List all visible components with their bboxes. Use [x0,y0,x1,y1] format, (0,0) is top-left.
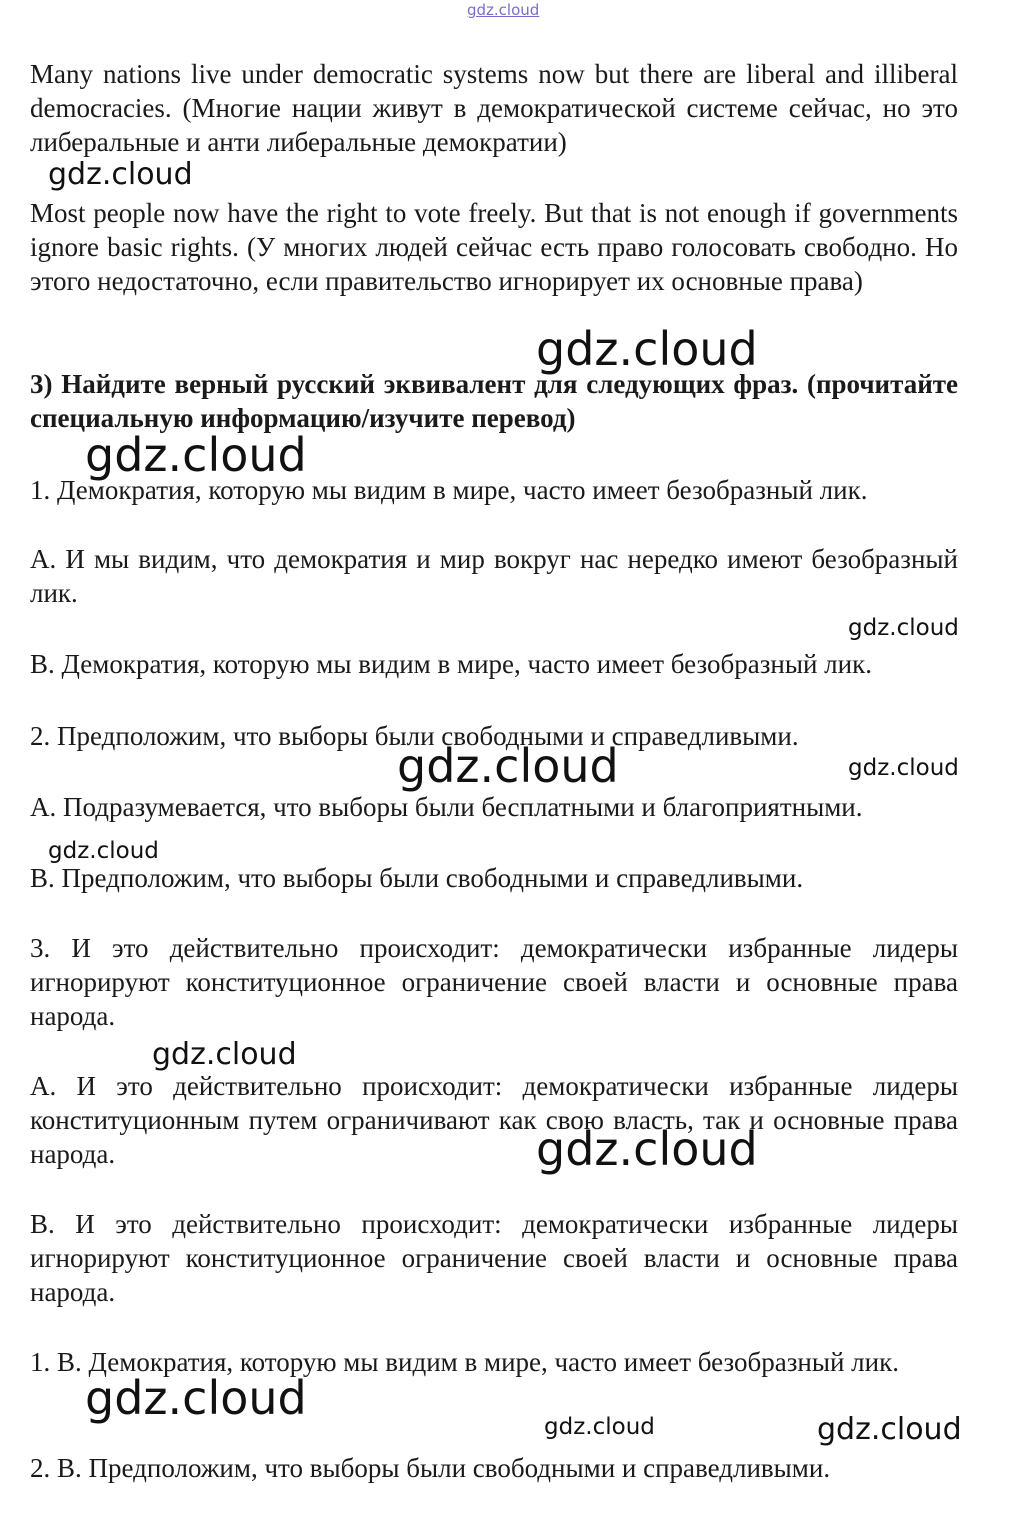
watermark-top: gdz.cloud [467,1,540,19]
paragraph-voting-rights: Most people now have the right to vote freely. But that is not enough if governments ignore basic rights. (У многих людей сейчас есть право голосовать свободно. Но этого недостаточно, если правительство игнорирует их основные права) [30,198,958,296]
watermark: gdz.cloud [85,1371,307,1425]
question-2-option-a: A. Подразумевается, что выборы были бесплатными и благоприятными. [30,792,863,822]
watermark: gdz.cloud [544,1414,655,1440]
watermark: gdz.cloud [48,157,193,192]
watermark: gdz.cloud [48,838,159,864]
question-3-option-a: A. И это действительно происходит: демократически избранные лидеры конституционным путем ограничивают как свою власть, так и основные права народа. [30,1071,958,1169]
question-3-option-b: B. И это действительно происходит: демократически избранные лидеры игнорируют конституционное ограничение своей власти и основные права народа. [30,1209,958,1307]
task-heading: 3) Найдите верный русский эквивалент для следующих фраз. (прочитайте специальную информацию/изучите перевод) [30,369,958,433]
question-3-prompt: 3. И это действительно происходит: демократически избранные лидеры игнорируют конституционное ограничение своей власти и основные права народа. [30,933,958,1031]
watermark: gdz.cloud [536,322,758,376]
watermark: gdz.cloud [152,1037,297,1072]
watermark: gdz.cloud [85,428,307,482]
watermark: gdz.cloud [848,615,959,641]
answer-1: 1. B. Демократия, которую мы видим в мире, часто имеет безобразный лик. [30,1347,899,1377]
paragraph-democracies: Many nations live under democratic systems now but there are liberal and illiberal democracies. (Многие нации живут в демократической системе сейчас, но это либеральные и анти либеральные демократии) [30,59,958,157]
question-1-prompt: 1. Демократия, которую мы видим в мире, часто имеет безобразный лик. [30,475,868,505]
question-2-prompt: 2. Предположим, что выборы были свободными и справедливыми. [30,721,799,751]
question-1-option-a: A. И мы видим, что демократия и мир вокруг нас нередко имеют безобразный лик. [30,544,958,608]
watermark: gdz.cloud [397,739,619,793]
question-2-option-b: B. Предположим, что выборы были свободными и справедливыми. [30,863,804,893]
watermark: gdz.cloud [536,1122,758,1176]
watermark: gdz.cloud [848,755,959,781]
watermark: gdz.cloud [817,1412,962,1447]
question-1-option-b: B. Демократия, которую мы видим в мире, часто имеет безобразный лик. [30,649,872,679]
answer-2: 2. B. Предположим, что выборы были свободными и справедливыми. [30,1453,831,1483]
